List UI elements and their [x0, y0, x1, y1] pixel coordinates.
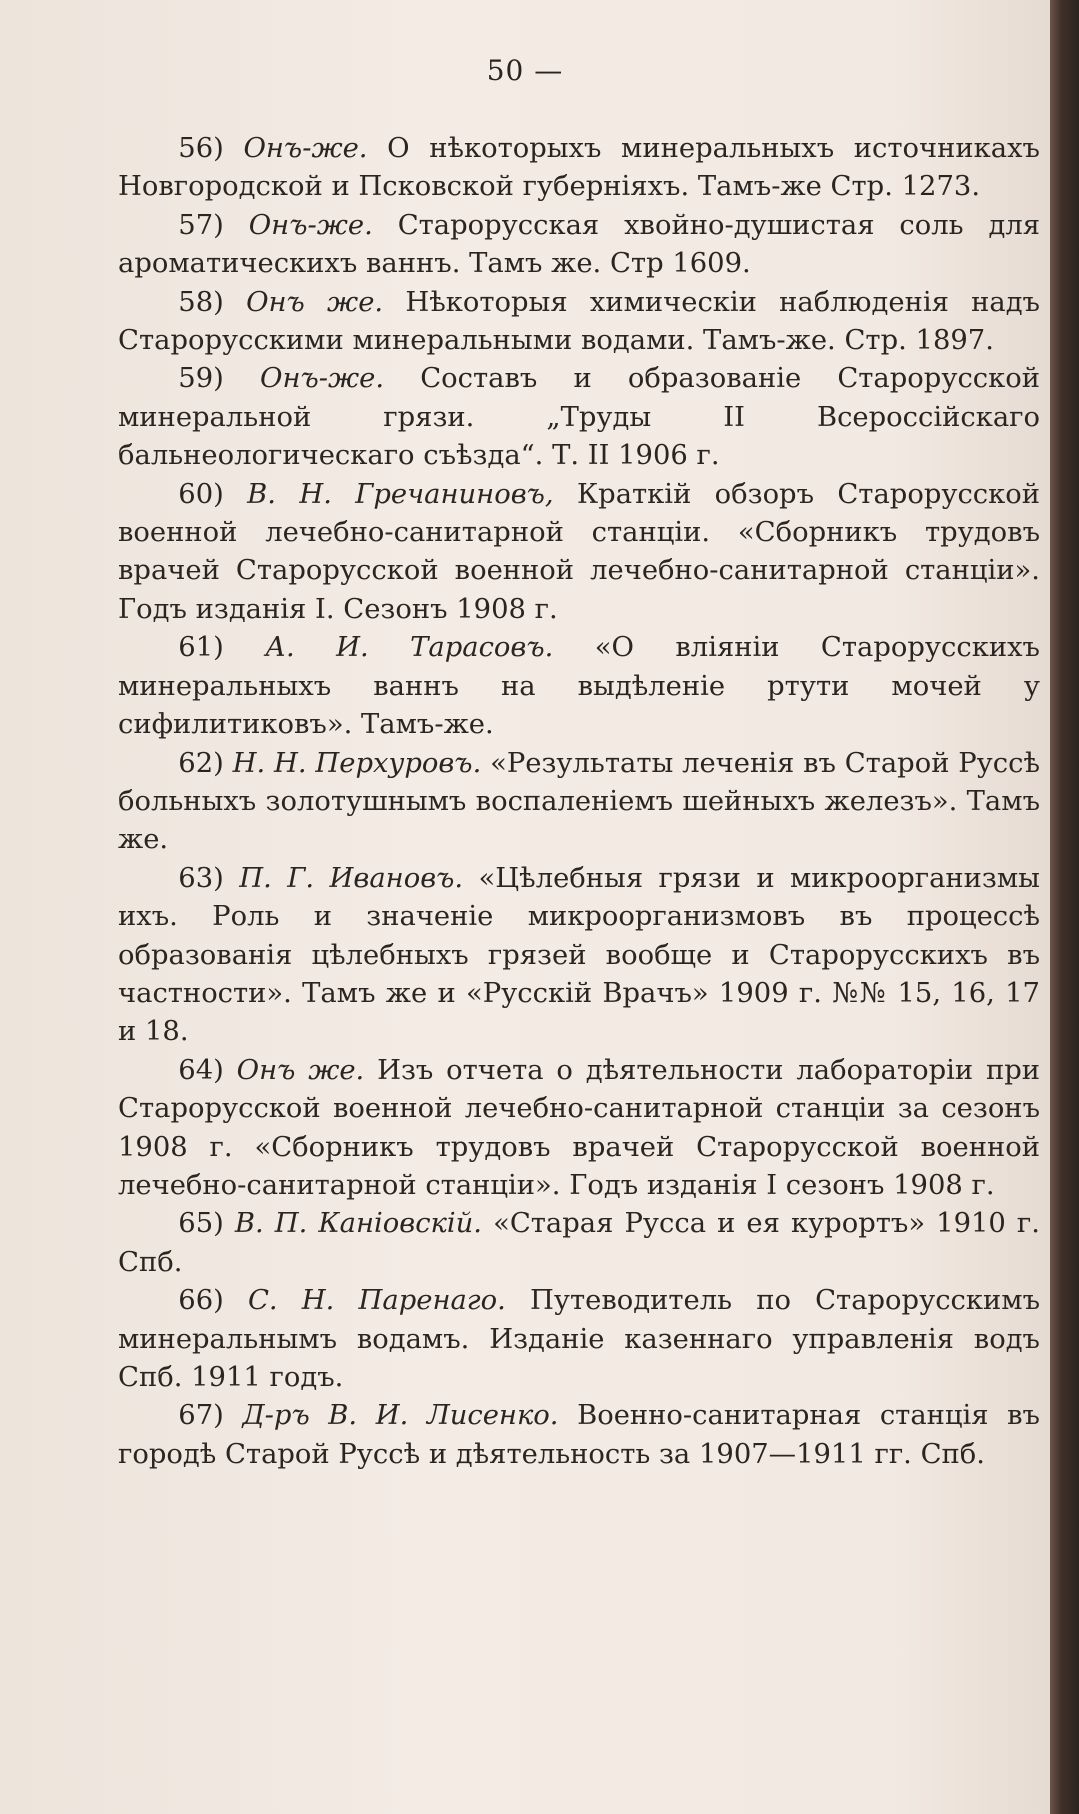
entry-number: 63) [178, 862, 224, 894]
bibliography-entry-67 [118, 1397, 1040, 1474]
bibliography-entry-62 [118, 745, 1040, 860]
entry-text: Военно-санитарная станція въ городѣ Старой Руссѣ и дѣятельность за 1907—1911 гг. Спб. [118, 1400, 1040, 1470]
entry-text: Изъ отчета о дѣятельности лабораторіи при Старорусской военной лечебно-санитарной станціи за сезонъ 1908 г. «Сборникъ трудовъ врачей Старорусской военной лечебно-санитарной станціи». Годъ изданія I сезонъ 1908 г. [118, 1054, 1041, 1201]
entry-number: 65) [178, 1208, 224, 1240]
entry-text: «Результаты леченія въ Старой Руссѣ больныхъ золотушнымъ воспаленіемъ шейныхъ железъ». Тамъ же. [118, 747, 1040, 856]
book-binding-edge [1050, 0, 1079, 1814]
bibliography-entry-64 [118, 1052, 1040, 1206]
entry-number: 56) [178, 133, 224, 164]
entry-text: Старорусская хвойно-душистая соль для ароматическихъ ваннъ. Тамъ же. Стр 1609. [118, 209, 1040, 280]
entry-number: 59) [178, 363, 224, 395]
entry-author: Онъ-же. [259, 363, 385, 395]
entry-number: 60) [178, 478, 224, 510]
bibliography-entry-59 [118, 360, 1040, 475]
entry-author: В. П. Каніовскій. [234, 1208, 482, 1240]
bibliography-entry-65 [118, 1205, 1040, 1282]
entry-number: 67) [178, 1400, 224, 1432]
entry-author: С. Н. Паренаго. [247, 1285, 506, 1317]
entry-number: 62) [178, 747, 224, 779]
bibliography-entry-60 [118, 476, 1040, 630]
entry-text: Нѣкоторыя химическіи наблюденія надъ Старорусскими минеральными водами. Тамъ-же. Стр. 1897. [118, 286, 1040, 357]
entry-author: Онъ же. [246, 286, 384, 318]
entry-author: Онъ-же. [243, 133, 368, 164]
bibliography-entry-57 [118, 207, 1040, 284]
entry-number: 66) [178, 1285, 224, 1317]
entry-author: В. Н. Гречаниновъ, [247, 478, 554, 510]
entry-text: «Цѣлебныя грязи и микроорганизмы ихъ. Роль и значеніе микроорганизмовъ въ процессѣ образованія цѣлебныхъ грязей вообще и Старорусскихъ въ частности». Тамъ же и «Русскій Врачъ» 1909 г. №№ 15, 16, 17 и 18. [118, 862, 1040, 1048]
entry-author: Н. Н. Перхуровъ. [232, 747, 482, 779]
bibliography-entry-58 [118, 284, 1040, 361]
bibliography-entry-66 [118, 1282, 1040, 1397]
entry-author: П. Г. Ивановъ. [239, 862, 464, 894]
entry-text: Путеводитель по Старорусскимъ минеральнымъ водамъ. Изданіе казеннаго управленія водъ Спб. 1911 годъ. [118, 1285, 1040, 1393]
entry-number: 61) [178, 632, 224, 664]
entry-author: Онъ-же. [248, 209, 373, 241]
entry-text: О нѣкоторыхъ минеральныхъ источникахъ Новгородской и Псковской губерніяхъ. Тамъ-же Стр. 1273. [118, 133, 1040, 203]
bibliography-entry-61 [118, 629, 1040, 744]
entry-text: Краткій обзоръ Старорусской военной лечебно-санитарной станціи. «Сборникъ трудовъ врачей Старорусской военной лечебно-санитарной станціи». Годъ изданія I. Сезонъ 1908 г. [118, 478, 1041, 625]
entry-text: «Старая Русса и ея курортъ» 1910 г. Спб. [118, 1208, 1040, 1278]
page-number: 50 — [486, 54, 564, 87]
entry-text: Составъ и образованіе Старорусской минеральной грязи. „Труды II Всероссійскаго бальнеологическаго съѣзда“. Т. II 1906 г. [118, 363, 1040, 472]
bibliography-entry-56 [118, 130, 1040, 207]
bibliography-list [118, 130, 1040, 1474]
entry-author: Онъ же. [236, 1054, 365, 1086]
entry-number: 57) [178, 209, 224, 241]
entry-author: Д-ръ В. И. Лисенко. [242, 1400, 559, 1432]
bibliography-entry-63 [118, 860, 1040, 1052]
entry-author: А. И. Тарасовъ. [265, 632, 554, 664]
entry-number: 64) [178, 1054, 224, 1086]
entry-text: «О вліяніи Старорусскихъ минеральныхъ ваннъ на выдѣленіе ртути мочей у сифилитиковъ». Тамъ-же. [118, 632, 1040, 741]
entry-number: 58) [178, 286, 224, 318]
